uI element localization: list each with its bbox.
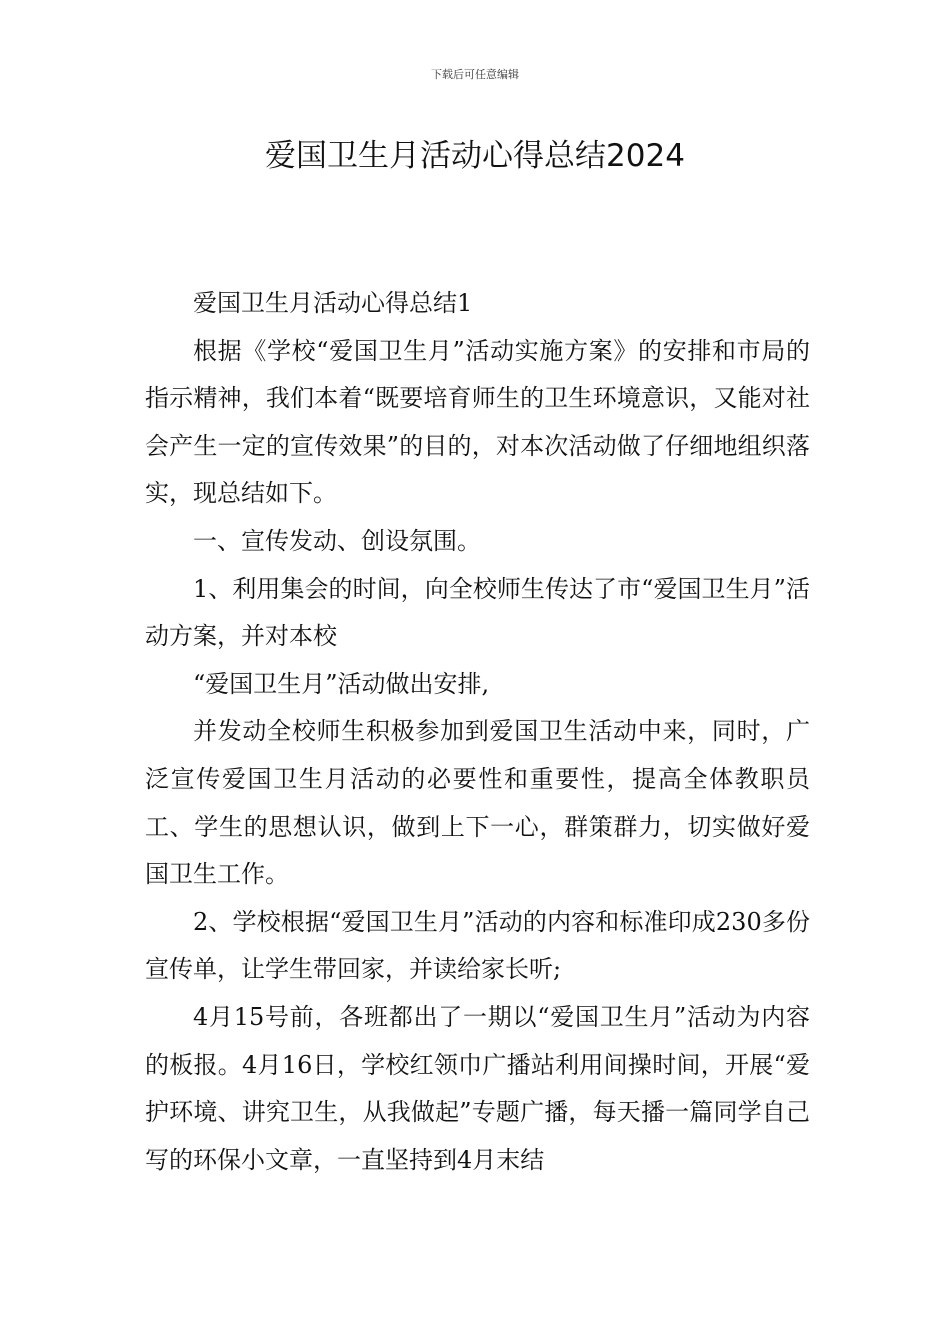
paragraph: “爱国卫生月”活动做出安排, xyxy=(193,669,490,698)
paragraph: 2、学校根据“爱国卫生月”活动的内容和标准印成230多份宣传单，让学生带回家，并读给家长听; xyxy=(145,907,810,984)
section-heading: 爱国卫生月活动心得总结1 xyxy=(193,289,473,317)
header-note: 下载后可任意编辑 xyxy=(431,68,519,81)
paragraph: 根据《学校“爱国卫生月”活动实施方案》的安排和市局的指示精神，我们本着“既要培育师生的卫生环境意识，又能对社会产生一定的宣传效果”的目的，对本次活动做了仔细地组织落实，现总结如下。 xyxy=(145,336,810,508)
paragraph: 一、宣传发动、创设氛围。 xyxy=(193,526,481,555)
document-body xyxy=(145,280,810,1184)
paragraph: 1、利用集会的时间，向全校师生传达了市“爱国卫生月”活动方案，并对本校 xyxy=(145,574,810,651)
document-title: 爱国卫生月活动心得总结2024 xyxy=(265,138,685,174)
paragraph: 4月15号前，各班都出了一期以“爱国卫生月”活动为内容的板报。4月16日，学校红领巾广播站利用间操时间，开展“爱护环境、讲究卫生，从我做起”专题广播，每天播一篇同学自己写的环保小文章，一直坚持到4月末结 xyxy=(145,1002,810,1174)
paragraph: 并发动全校师生积极参加到爱国卫生活动中来，同时，广泛宣传爱国卫生月活动的必要性和重要性，提高全体教职员工、学生的思想认识，做到上下一心，群策群力，切实做好爱国卫生工作。 xyxy=(145,717,810,889)
